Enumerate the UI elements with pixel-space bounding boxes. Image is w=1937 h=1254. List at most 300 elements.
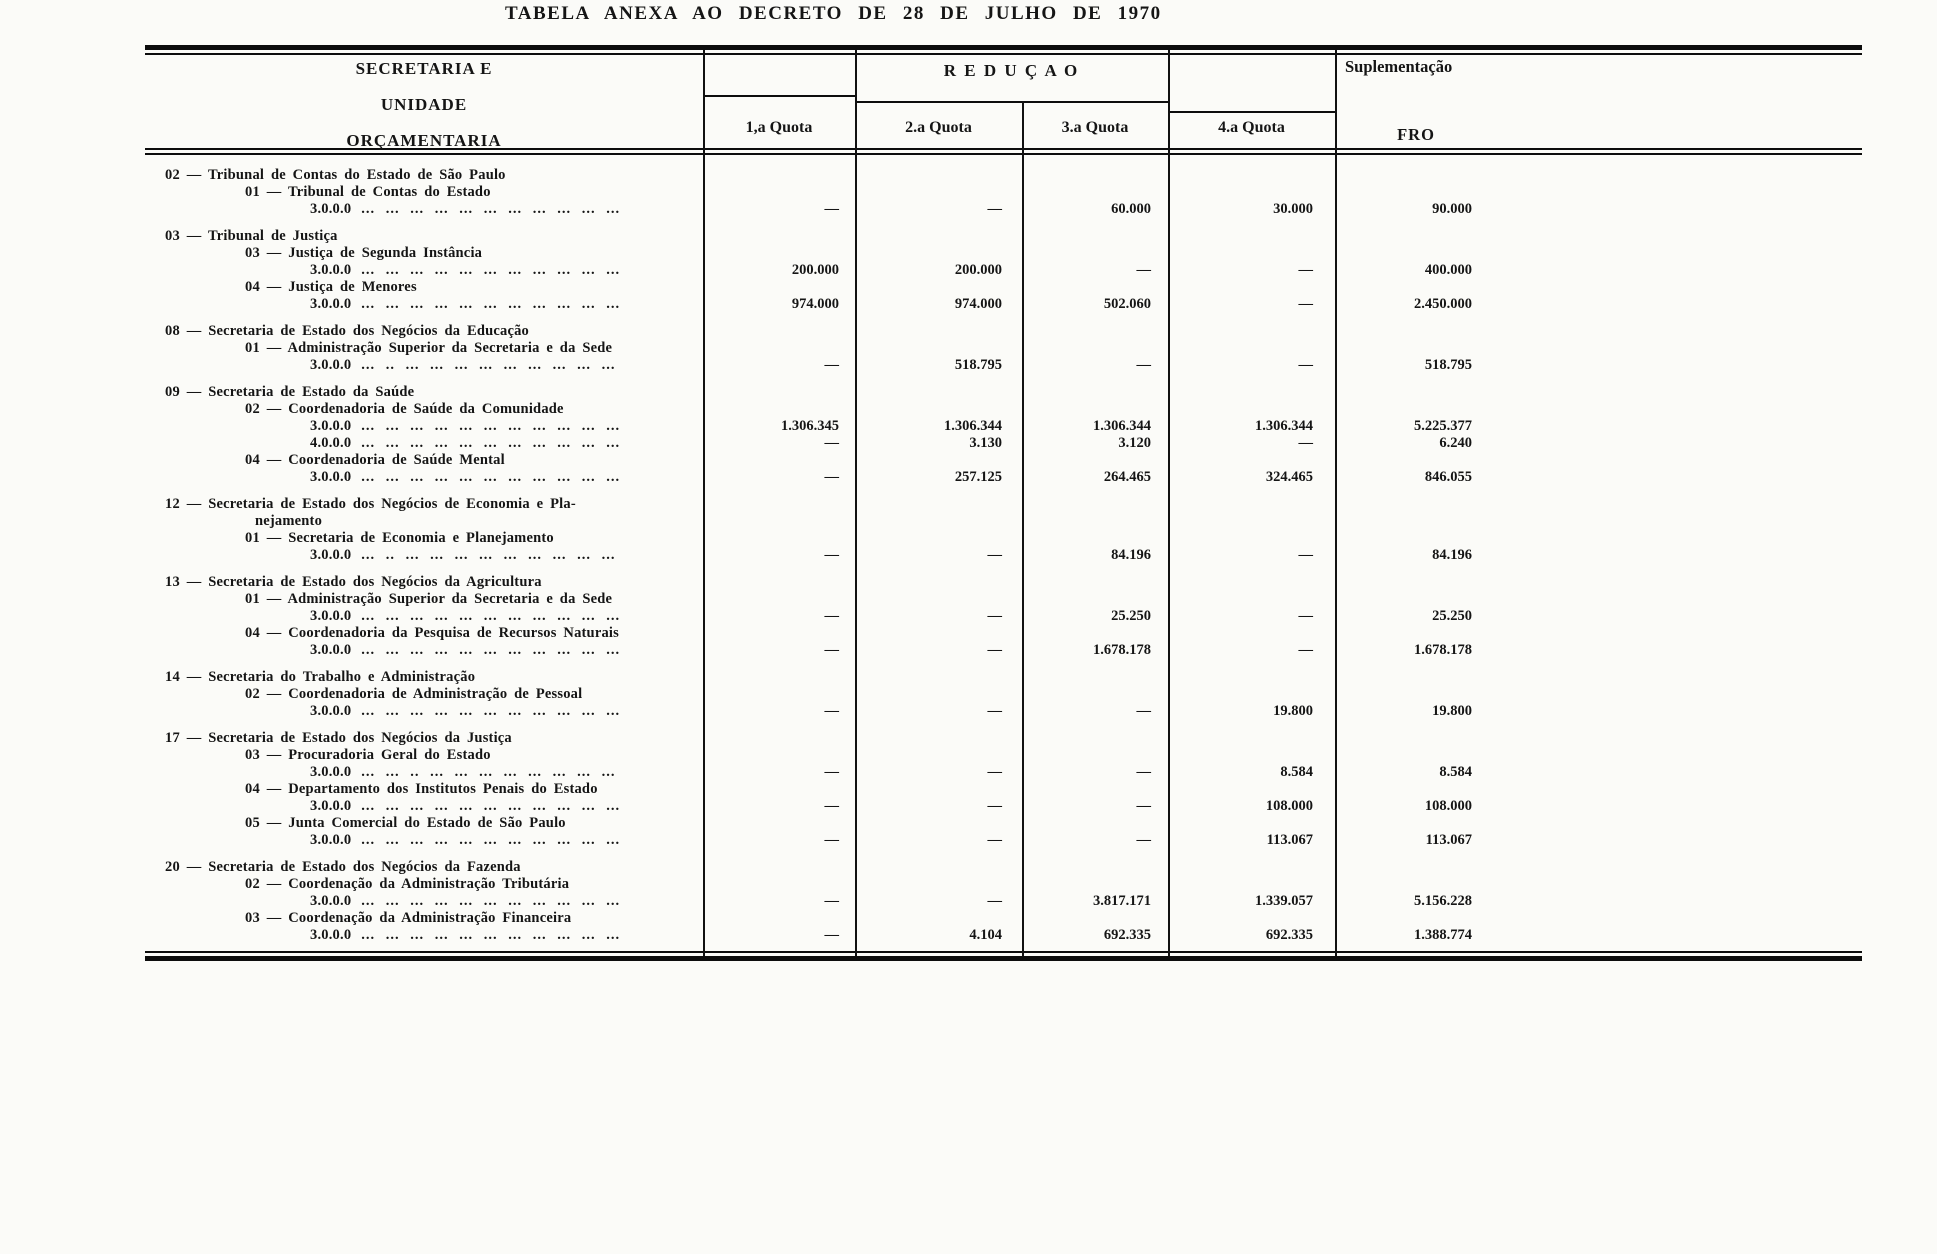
fro-value-cell: 25.250	[1432, 608, 1472, 624]
quota-value-cell	[1168, 384, 1335, 401]
quota-value-cell	[855, 530, 1022, 547]
quota-value-cell: 257.125	[954, 469, 1002, 485]
quota-value-cell	[1168, 184, 1335, 201]
quota-value-cell: 1.678.178	[1093, 642, 1151, 658]
fro-value-cell	[1335, 669, 1862, 686]
quota-value-cell	[855, 910, 1022, 927]
quota-value-cell: —	[824, 608, 839, 624]
label-row	[145, 530, 1862, 547]
quota-value-cell: —	[1136, 832, 1151, 848]
quota-value-cell	[703, 384, 855, 401]
quota-value-cell: 502.060	[1103, 296, 1151, 312]
quota-value-cell	[855, 747, 1022, 764]
quota-value-cell: 108.000	[1265, 798, 1313, 814]
unit-label-cell	[145, 340, 703, 357]
label-row	[145, 730, 1862, 747]
quota-value-cell	[855, 574, 1022, 591]
row-text: 09 — Secretaria de Estado da Saúde	[165, 384, 415, 400]
quota-value-cell	[703, 574, 855, 591]
label-row	[145, 625, 1862, 642]
row-text: 03 — Justiça de Segunda Instância	[245, 245, 483, 261]
quota-value-cell: —	[1298, 435, 1313, 451]
allocation-code-cell	[145, 703, 703, 720]
quota-value-cell	[1022, 591, 1168, 608]
allocation-code-cell	[145, 832, 703, 849]
quota-value-cell: —	[987, 642, 1002, 658]
label-row	[145, 401, 1862, 418]
quota-value-cell	[1168, 574, 1335, 591]
row-text: 14 — Secretaria do Trabalho e Administração	[165, 669, 476, 685]
allocation-code-cell	[145, 893, 703, 910]
row-text: 3.0.0.0	[310, 357, 352, 373]
quota-value-cell: 25.250	[1111, 608, 1151, 624]
quota-value-cell	[703, 686, 855, 703]
quota-value-cell: —	[824, 547, 839, 563]
table-bottom-rule-thin	[145, 951, 1862, 953]
budget-group	[145, 669, 1862, 720]
quota-value-cell	[1022, 228, 1168, 245]
label-row	[145, 323, 1862, 340]
quota-value-cell	[855, 781, 1022, 798]
dot-leaders: ... ... ... ... ... ... ... ... ... ... ...	[361, 927, 621, 943]
label-row	[145, 574, 1862, 591]
row-text: 3.0.0.0	[310, 927, 352, 943]
label-row	[145, 910, 1862, 927]
quota-value-cell	[703, 747, 855, 764]
allocation-code-cell	[145, 469, 703, 486]
allocation-row	[145, 893, 1862, 910]
fro-value-cell	[1335, 452, 1862, 469]
fro-value-cell: 113.067	[1425, 832, 1472, 848]
quota-value-cell	[1022, 859, 1168, 876]
row-text: 01 — Administração Superior da Secretaria e da Sede	[245, 591, 613, 607]
fro-value-cell	[1335, 513, 1862, 530]
quota-value-cell	[1168, 781, 1335, 798]
quota-value-cell	[1168, 625, 1335, 642]
quota-value-cell: 8.584	[1280, 764, 1313, 780]
row-text: 04 — Departamento dos Institutos Penais do Estado	[245, 781, 598, 797]
quota-value-cell	[855, 513, 1022, 530]
budget-group	[145, 384, 1862, 486]
quota-value-cell	[1022, 686, 1168, 703]
dot-leaders: ... ... ... ... ... ... ... ... ... ... ...	[361, 798, 621, 814]
quota-value-cell	[703, 452, 855, 469]
fro-value-cell: 1.678.178	[1414, 642, 1472, 658]
dot-leaders: ... ... ... ... ... ... ... ... ... ... ...	[361, 435, 621, 451]
fro-value-cell: 1.388.774	[1414, 927, 1472, 943]
quota-value-cell: 30.000	[1273, 201, 1313, 217]
dot-leaders: ... ... ... ... ... ... ... ... ... ... ...	[361, 201, 621, 217]
quota-value-cell: —	[1136, 703, 1151, 719]
fro-value-cell	[1335, 747, 1862, 764]
quota-value-cell	[1168, 245, 1335, 262]
quota-value-cell	[1168, 496, 1335, 513]
fro-value-cell	[1335, 228, 1862, 245]
quota3-column-header: 3.a Quota	[1061, 119, 1129, 136]
fro-value-cell	[1335, 323, 1862, 340]
budget-group	[145, 167, 1862, 218]
unit-label-cell	[145, 781, 703, 798]
quota-value-cell	[1022, 384, 1168, 401]
row-text: 03 — Procuradoria Geral do Estado	[245, 747, 491, 763]
fro-value-cell	[1335, 279, 1862, 296]
label-row	[145, 747, 1862, 764]
unit-label-cell	[145, 815, 703, 832]
quota-value-cell	[1022, 513, 1168, 530]
row-text: 4.0.0.0	[310, 435, 352, 451]
label-row	[145, 876, 1862, 893]
table-top-rule-thin	[145, 53, 1862, 55]
quota-value-cell	[855, 625, 1022, 642]
quota-value-cell	[1022, 279, 1168, 296]
quota-value-cell	[703, 669, 855, 686]
allocation-row	[145, 201, 1862, 218]
label-row	[145, 340, 1862, 357]
row-text: 01 — Administração Superior da Secretaria e da Sede	[245, 340, 613, 356]
row-text: 3.0.0.0	[310, 262, 352, 278]
quota-value-cell	[1022, 245, 1168, 262]
allocation-code-cell	[145, 608, 703, 625]
quota-value-cell	[703, 591, 855, 608]
quota-value-cell: 3.120	[1118, 435, 1151, 451]
unit-label-cell	[145, 401, 703, 418]
quota-value-cell: —	[824, 764, 839, 780]
quota-value-cell: 200.000	[791, 262, 839, 278]
budget-table	[145, 45, 1862, 980]
quota-value-cell	[855, 859, 1022, 876]
quota-value-cell	[855, 876, 1022, 893]
quota-value-cell	[1168, 730, 1335, 747]
label-row	[145, 591, 1862, 608]
label-row	[145, 496, 1862, 513]
quota-value-cell: —	[987, 798, 1002, 814]
quota-value-cell	[1168, 747, 1335, 764]
quota-value-cell	[703, 279, 855, 296]
unit-label-cell	[145, 279, 703, 296]
quota-value-cell	[855, 496, 1022, 513]
unit-label-cell	[145, 876, 703, 893]
quota-value-cell	[1168, 669, 1335, 686]
table-body	[145, 167, 1862, 944]
quota-value-cell	[1022, 625, 1168, 642]
quota-value-cell	[1168, 686, 1335, 703]
row-text: 3.0.0.0	[310, 798, 352, 814]
unit-label-cell	[145, 910, 703, 927]
quota-value-cell: —	[824, 642, 839, 658]
label-row	[145, 513, 1862, 530]
quota-value-cell	[703, 340, 855, 357]
unit-label-cell	[145, 730, 703, 747]
quota-value-cell: 113.067	[1266, 832, 1313, 848]
quota-value-cell	[703, 876, 855, 893]
quota-value-cell: 264.465	[1103, 469, 1151, 485]
quota-value-cell: —	[824, 435, 839, 451]
reducao-underline-rule	[855, 101, 1168, 103]
quota-value-cell: —	[987, 608, 1002, 624]
fro-value-cell	[1335, 591, 1862, 608]
quota-value-cell: —	[824, 798, 839, 814]
quota-value-cell	[1022, 167, 1168, 184]
quota1-header-rule	[703, 95, 855, 97]
quota-value-cell: —	[824, 469, 839, 485]
quota-value-cell: 84.196	[1111, 547, 1151, 563]
row-text: 3.0.0.0	[310, 608, 352, 624]
label-row	[145, 184, 1862, 201]
quota-value-cell: 324.465	[1265, 469, 1313, 485]
fro-value-cell	[1335, 496, 1862, 513]
unit-label-cell	[145, 228, 703, 245]
unit-label-cell	[145, 747, 703, 764]
quota-value-cell	[1022, 669, 1168, 686]
quota-value-cell: —	[1298, 296, 1313, 312]
suplementacao-header: Suplementação	[1345, 57, 1453, 76]
quota1-column-header: 1,a Quota	[745, 119, 813, 136]
label-row	[145, 167, 1862, 184]
allocation-code-cell	[145, 262, 703, 279]
quota-value-cell: 692.335	[1265, 927, 1313, 943]
quota-value-cell	[1168, 167, 1335, 184]
allocation-row	[145, 642, 1862, 659]
quota-value-cell	[855, 384, 1022, 401]
row-text: 3.0.0.0	[310, 547, 352, 563]
budget-group	[145, 730, 1862, 849]
quota-value-cell	[855, 340, 1022, 357]
label-row	[145, 686, 1862, 703]
quota-value-cell: —	[1136, 357, 1151, 373]
quota-value-cell	[1168, 513, 1335, 530]
quota-value-cell: 19.800	[1273, 703, 1313, 719]
quota-value-cell	[855, 323, 1022, 340]
allocation-code-cell	[145, 201, 703, 218]
quota-value-cell: —	[824, 703, 839, 719]
quota-value-cell	[703, 228, 855, 245]
budget-group	[145, 228, 1862, 313]
unit-label-cell	[145, 686, 703, 703]
fro-value-cell: 108.000	[1424, 798, 1472, 814]
quota-value-cell	[1022, 496, 1168, 513]
quota-value-cell	[1022, 452, 1168, 469]
quota-value-cell: —	[1136, 262, 1151, 278]
unit-column-header-line2: UNIDADE	[380, 95, 468, 114]
dot-leaders: ... ... ... ... ... ... ... ... ... ... ...	[361, 296, 621, 312]
row-text: 3.0.0.0	[310, 296, 352, 312]
allocation-row	[145, 703, 1862, 720]
quota-value-cell	[1168, 910, 1335, 927]
quota-value-cell: 1.306.344	[1255, 418, 1313, 434]
allocation-code-cell	[145, 435, 703, 452]
unit-label-cell	[145, 530, 703, 547]
table-bottom-rule-thick	[145, 956, 1862, 961]
fro-value-cell	[1335, 781, 1862, 798]
allocation-code-cell	[145, 798, 703, 815]
allocation-row	[145, 832, 1862, 849]
allocation-row	[145, 927, 1862, 944]
allocation-code-cell	[145, 296, 703, 313]
quota-value-cell	[1168, 323, 1335, 340]
quota-value-cell	[703, 513, 855, 530]
quota-value-cell	[703, 167, 855, 184]
row-text: 08 — Secretaria de Estado dos Negócios da Educação	[165, 323, 530, 339]
allocation-row	[145, 262, 1862, 279]
quota2-column-header: 2.a Quota	[905, 119, 972, 136]
quota-value-cell	[703, 530, 855, 547]
allocation-row	[145, 547, 1862, 564]
fro-value-cell: 84.196	[1432, 547, 1472, 563]
label-row	[145, 781, 1862, 798]
quota-value-cell	[703, 401, 855, 418]
quota-value-cell: —	[1298, 357, 1313, 373]
quota-value-cell: 518.795	[954, 357, 1002, 373]
quota-value-cell	[1168, 452, 1335, 469]
row-text: 03 — Tribunal de Justiça	[165, 228, 338, 244]
table-top-rule-thick	[145, 45, 1862, 50]
quota-value-cell	[855, 401, 1022, 418]
quota-value-cell: —	[1136, 798, 1151, 814]
row-text: 03 — Coordenação da Administração Financeira	[245, 910, 572, 926]
dot-leaders: ... ... ... ... ... ... ... ... ... ... ...	[361, 893, 621, 909]
fro-value-cell	[1335, 245, 1862, 262]
quota-value-cell	[703, 815, 855, 832]
fro-value-cell	[1335, 910, 1862, 927]
allocation-row	[145, 357, 1862, 374]
quota-value-cell: —	[824, 201, 839, 217]
row-text: 01 — Secretaria de Economia e Planejamento	[245, 530, 554, 546]
quota-value-cell	[703, 910, 855, 927]
reducao-group-header: R E D U Ç A O	[943, 61, 1080, 80]
fro-value-cell: 846.055	[1424, 469, 1472, 485]
quota-value-cell	[703, 184, 855, 201]
allocation-code-cell	[145, 547, 703, 564]
allocation-row	[145, 435, 1862, 452]
fro-value-cell: 90.000	[1432, 201, 1472, 217]
quota-value-cell: —	[1298, 642, 1313, 658]
budget-group	[145, 496, 1862, 564]
allocation-row	[145, 469, 1862, 486]
quota-value-cell: 60.000	[1111, 201, 1151, 217]
unit-label-cell	[145, 184, 703, 201]
label-row	[145, 452, 1862, 469]
quota-value-cell: —	[987, 547, 1002, 563]
quota-value-cell	[1168, 859, 1335, 876]
quota-value-cell: 1.306.345	[781, 418, 839, 434]
row-text: 04 — Coordenadoria da Pesquisa de Recursos Naturais	[245, 625, 619, 641]
quota-value-cell	[703, 781, 855, 798]
quota-value-cell	[855, 686, 1022, 703]
label-row	[145, 859, 1862, 876]
unit-label-cell	[145, 625, 703, 642]
allocation-code-cell	[145, 764, 703, 781]
budget-group	[145, 574, 1862, 659]
label-row	[145, 384, 1862, 401]
fro-value-cell: 5.156.228	[1414, 893, 1472, 909]
dot-leaders: ... ... ... ... ... ... ... ... ... ... ...	[361, 418, 621, 434]
row-text: 17 — Secretaria de Estado dos Negócios da Justiça	[165, 730, 512, 746]
row-text: 3.0.0.0	[310, 642, 352, 658]
row-text: 12 — Secretaria de Estado dos Negócios de Economia e Pla-	[165, 496, 576, 512]
header-separator-rule-lower	[145, 153, 1862, 155]
label-row	[145, 815, 1862, 832]
row-text: 02 — Coordenação da Administração Tributária	[245, 876, 570, 892]
quota-value-cell	[1022, 747, 1168, 764]
quota-value-cell: 4.104	[969, 927, 1002, 943]
quota-value-cell	[855, 279, 1022, 296]
row-text: 13 — Secretaria de Estado dos Negócios da Agricultura	[165, 574, 542, 590]
allocation-code-cell	[145, 418, 703, 435]
quota-value-cell	[1022, 530, 1168, 547]
quota-value-cell: —	[1136, 764, 1151, 780]
quota-value-cell	[703, 859, 855, 876]
row-text: 3.0.0.0	[310, 418, 352, 434]
unit-label-cell	[145, 452, 703, 469]
fro-value-cell	[1335, 686, 1862, 703]
unit-label-cell	[145, 384, 703, 401]
unit-label-cell	[145, 591, 703, 608]
quota-value-cell	[855, 730, 1022, 747]
quota-value-cell	[855, 228, 1022, 245]
row-text: 3.0.0.0	[310, 201, 352, 217]
label-row	[145, 669, 1862, 686]
quota-value-cell	[855, 184, 1022, 201]
fro-value-cell	[1335, 574, 1862, 591]
quota-value-cell	[855, 815, 1022, 832]
fro-value-cell: 6.240	[1439, 435, 1472, 451]
row-text: 04 — Coordenadoria de Saúde Mental	[245, 452, 505, 468]
dot-leaders: ... ... ... ... ... ... ... ... ... ... ...	[361, 703, 621, 719]
quota-value-cell	[1168, 530, 1335, 547]
quota-value-cell: —	[987, 893, 1002, 909]
unit-label-cell	[145, 669, 703, 686]
dot-leaders: ... ... ... ... ... ... ... ... ... ... ...	[361, 262, 621, 278]
row-text: 20 — Secretaria de Estado dos Negócios da Fazenda	[165, 859, 521, 875]
quota4-column-header: 4.a Quota	[1218, 119, 1285, 136]
quota-value-cell	[855, 591, 1022, 608]
row-text: 3.0.0.0	[310, 703, 352, 719]
fro-value-cell	[1335, 815, 1862, 832]
quota-value-cell	[703, 245, 855, 262]
dot-leaders: ... ... ... ... ... ... ... ... ... ... ...	[361, 608, 621, 624]
label-row	[145, 245, 1862, 262]
quota-value-cell	[1022, 323, 1168, 340]
row-text: 02 — Coordenadoria de Saúde da Comunidade	[245, 401, 564, 417]
fro-value-cell	[1335, 625, 1862, 642]
quota-value-cell: —	[824, 357, 839, 373]
row-text: nejamento	[255, 513, 323, 529]
allocation-code-cell	[145, 927, 703, 944]
fro-value-cell: 19.800	[1432, 703, 1472, 719]
document-title: TABELA ANEXA AO DECRETO DE 28 DE JULHO DE 1970	[505, 3, 1162, 24]
row-text: 3.0.0.0	[310, 893, 352, 909]
row-text: 3.0.0.0	[310, 469, 352, 485]
quota-value-cell	[1168, 876, 1335, 893]
row-text: 01 — Tribunal de Contas do Estado	[245, 184, 491, 200]
label-row	[145, 279, 1862, 296]
quota-value-cell: 974.000	[954, 296, 1002, 312]
quota-value-cell	[1168, 279, 1335, 296]
fro-value-cell: 2.450.000	[1414, 296, 1472, 312]
row-text: 04 — Justiça de Menores	[245, 279, 417, 295]
quota-value-cell: 974.000	[791, 296, 839, 312]
unit-label-cell	[145, 323, 703, 340]
quota-value-cell: —	[824, 832, 839, 848]
quota-value-cell	[1022, 730, 1168, 747]
unit-label-cell	[145, 574, 703, 591]
dot-leaders: ... .. ... ... ... ... ... ... ... ... ...	[361, 357, 616, 373]
unit-column-header-line1: SECRETARIA E	[355, 59, 493, 78]
label-row	[145, 228, 1862, 245]
quota-value-cell: —	[1298, 547, 1313, 563]
fro-value-cell	[1335, 401, 1862, 418]
quota-value-cell: —	[987, 764, 1002, 780]
